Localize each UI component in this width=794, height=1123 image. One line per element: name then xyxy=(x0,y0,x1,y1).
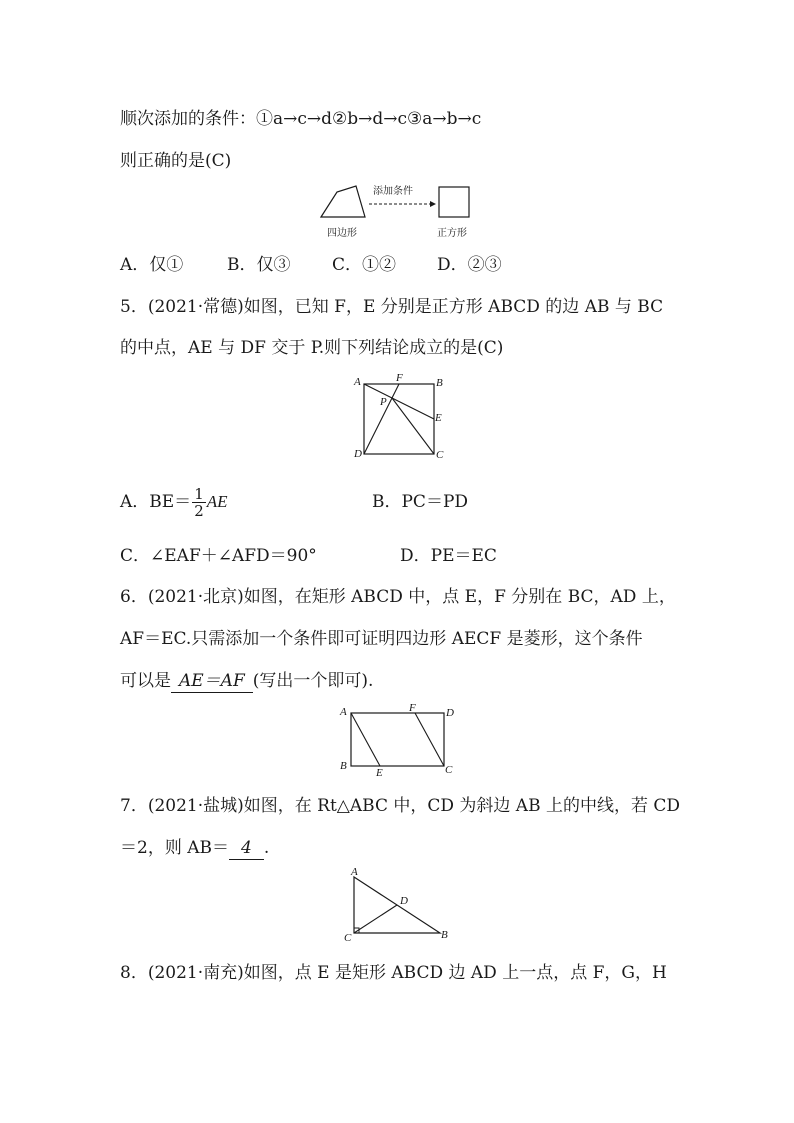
q7-label-d: D xyxy=(400,895,408,907)
q5-label-d: D xyxy=(354,448,362,460)
q5-label-f: F xyxy=(396,372,403,384)
q6-line3-prefix: 可以是 xyxy=(120,671,171,691)
q7-stem-line2 xyxy=(120,837,269,860)
q4-conditions: 顺次添加的条件：①a→c→d②b→d→c③a→b→c xyxy=(120,109,482,129)
q7-answer-blank: 4 xyxy=(229,837,264,860)
q7-label-a: A xyxy=(351,866,358,878)
q6-label-b: B xyxy=(340,760,347,772)
q5-option-a-suffix: AE xyxy=(206,492,228,511)
q4-add-condition-label: 添加条件 xyxy=(373,186,413,197)
q5-label-e: E xyxy=(435,412,442,424)
q5-label-p: P xyxy=(380,396,387,408)
q7-stem-line1: 7．(2021·盐城)如图，在 Rt△ABC 中，CD 为斜边 AB 上的中线，若 CD xyxy=(120,796,681,816)
q4-option-c: C．①② xyxy=(332,255,397,275)
q5-label-a: A xyxy=(354,376,361,388)
q6-label-d: D xyxy=(446,707,454,719)
q7-label-b: B xyxy=(441,929,448,941)
q5-option-b: B．PC＝PD xyxy=(372,492,469,512)
fraction-numerator: 1 xyxy=(194,485,204,503)
segment-pc xyxy=(392,398,434,454)
q5-option-d: D．PE＝EC xyxy=(400,546,497,566)
q5-option-a xyxy=(120,480,228,524)
q5-label-c: C xyxy=(436,449,444,461)
q4-answer: 则正确的是(C) xyxy=(120,151,232,171)
fraction-one-half xyxy=(192,486,206,519)
q6-stem-line2: AF＝EC.只需添加一个条件即可证明四边形 AECF 是菱形，这个条件 xyxy=(120,629,643,649)
segment-ae xyxy=(364,384,434,419)
q4-option-a: A．仅① xyxy=(120,255,184,275)
arrow-head xyxy=(430,201,436,207)
q5-stem-line2: 的中点，AE 与 DF 交于 P.则下列结论成立的是(C) xyxy=(120,338,504,358)
q8-stem-line1: 8．(2021·南充)如图，点 E 是矩形 ABCD 边 AD 上一点，点 F，G，H xyxy=(120,963,667,983)
q7-triangle-diagram xyxy=(340,867,455,945)
q6-answer-blank: AE＝AF xyxy=(171,670,253,693)
q6-line3-suffix: (写出一个即可). xyxy=(252,671,374,691)
q4-option-d: D．②③ xyxy=(437,255,502,275)
q6-label-f: F xyxy=(409,702,416,714)
q4-option-b: B．仅③ xyxy=(227,255,291,275)
q6-stem-line1: 6．(2021·北京)如图，在矩形 ABCD 中，点 E，F 分别在 BC，AD 上， xyxy=(120,587,676,607)
q7-line2-prefix: ＝2，则 AB＝ xyxy=(120,838,229,858)
median-cd xyxy=(354,905,397,933)
q5-stem-line1: 5．(2021·常德)如图，已知 F，E 分别是正方形 ABCD 的边 AB 与 BC xyxy=(120,297,664,317)
q6-label-a: A xyxy=(340,706,347,718)
q5-figure xyxy=(350,372,450,464)
quadrilateral-shape xyxy=(321,186,365,217)
segment-df xyxy=(364,384,399,454)
q4-quadrilateral-label: 四边形 xyxy=(327,228,357,239)
q5-option-c: C．∠EAF＋∠AFD＝90° xyxy=(120,546,317,566)
segment-fc xyxy=(415,713,444,766)
q7-line2-suffix: . xyxy=(263,838,270,858)
square-shape xyxy=(439,187,469,217)
square-abcd xyxy=(364,384,434,454)
q5-label-b: B xyxy=(436,377,443,389)
segment-ae xyxy=(351,713,380,766)
q4-figure xyxy=(318,183,478,241)
q6-stem-line3 xyxy=(120,670,373,693)
q7-label-c: C xyxy=(344,932,352,944)
q7-figure xyxy=(340,867,455,945)
q6-rectangle-diagram xyxy=(338,704,460,780)
q6-label-c: C xyxy=(445,764,453,776)
q5-option-a-prefix: A．BE＝ xyxy=(120,492,192,512)
q6-label-e: E xyxy=(376,767,383,779)
fraction-denominator: 2 xyxy=(194,502,204,520)
q6-figure xyxy=(338,704,460,780)
q4-square-label: 正方形 xyxy=(437,228,467,239)
